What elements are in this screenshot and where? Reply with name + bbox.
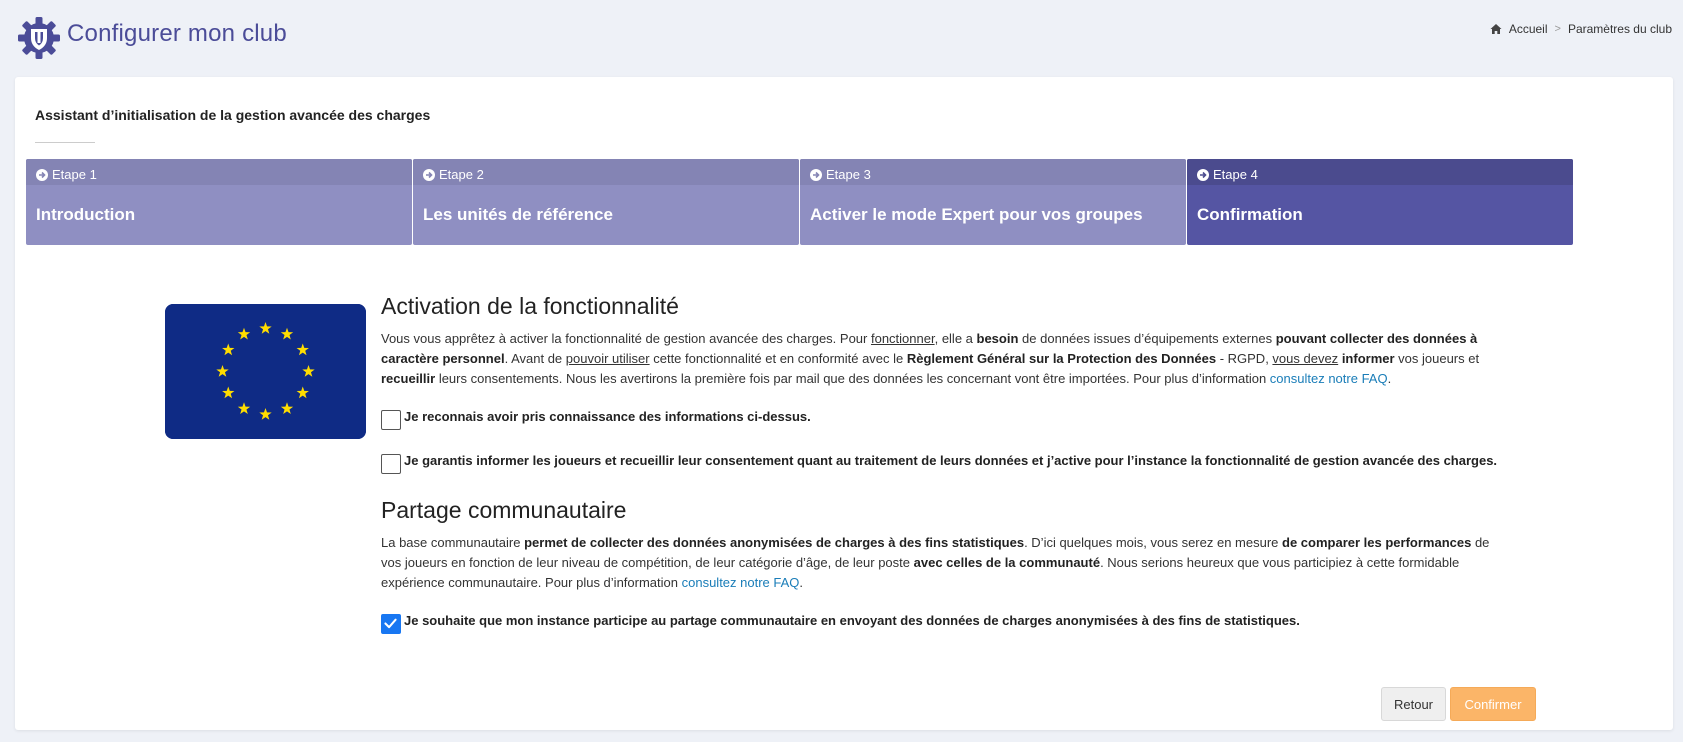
step-2[interactable]: [413, 159, 799, 245]
breadcrumb-current: Paramètres du club: [1567, 22, 1672, 36]
step-1[interactable]: [26, 159, 412, 245]
top-bar: [0, 0, 1683, 78]
guarantee-label[interactable]: Je garantis informer les joueurs et recueillir leur consentement quant au traitement de leurs données et j’active pour l’instance la fonctionnalité de gestion avancée des charges.: [404, 453, 1498, 468]
gear-shield-icon: [17, 16, 61, 60]
checkmark-icon: [382, 615, 399, 632]
breadcrumb: [1490, 22, 1672, 36]
breadcrumb-separator: >: [1554, 23, 1561, 35]
sharing-section: [381, 497, 1531, 593]
step-4-name: Confirmation: [1197, 205, 1303, 224]
acknowledge-label[interactable]: Je reconnais avoir pris connaissance des informations ci-dessus.: [404, 409, 811, 424]
arrow-circle-right-icon: [423, 169, 435, 181]
step-4-label: Etape 4: [1213, 167, 1258, 182]
confirm-button[interactable]: Confirmer: [1450, 687, 1536, 721]
guarantee-checkbox[interactable]: [381, 454, 401, 474]
acknowledge-checkbox-row[interactable]: [381, 409, 811, 430]
arrow-circle-right-icon: [36, 169, 48, 181]
page-title: Configurer mon club: [67, 20, 287, 47]
step-2-name: Les unités de référence: [423, 205, 613, 224]
step-1-name: Introduction: [36, 205, 136, 224]
wizard-title: Assistant d’initialisation de la gestion avancée des charges: [35, 107, 431, 123]
arrow-circle-right-icon: [810, 169, 822, 181]
guarantee-checkbox-row[interactable]: [381, 453, 1497, 474]
faq-link[interactable]: consultez notre FAQ: [681, 575, 800, 590]
share-checkbox-row[interactable]: [381, 613, 1300, 634]
acknowledge-checkbox[interactable]: [381, 410, 401, 430]
eu-flag-icon: [165, 304, 366, 439]
step-3[interactable]: [800, 159, 1186, 245]
share-label[interactable]: Je souhaite que mon instance participe au partage communautaire en envoyant des données de charges anonymisées à des fins de statistiques.: [404, 613, 1300, 628]
activation-description: Vous vous apprêtez à activer la fonctionnalité de gestion avancée des charges. Pour fonctionner, elle a besoin de données issues d’équipements externes pouvant collecter des données à caractère personnel. Avant de pouvoir utiliser cette fonctionnalité et en conformité avec le Règlement Général sur la Protection des Données - RGPD, vous devez informer vos joueurs et recueillir leurs consentements. Nous les avertirons la première fois par mail que des données les concernant vont être importées. Pour plus d’information consultez notre FAQ.: [381, 331, 1480, 386]
faq-link[interactable]: consultez notre FAQ: [1269, 371, 1388, 386]
step-4[interactable]: [1187, 159, 1573, 245]
arrow-circle-right-icon: [1197, 169, 1209, 181]
sharing-description: La base communautaire permet de collecter des données anonymisées de charges à des fins statistiques. D’ici quelques mois, vous serez en mesure de comparer les performances de vos joueurs en fonction de leur niveau de compétition, de leur catégorie d’âge, de leur poste avec celles de la communauté. Nous serions heureux que vous participiez à cette formidable expérience communautaire. Pour plus d’information consultez notre FAQ.: [381, 535, 1490, 590]
step-3-label: Etape 3: [826, 167, 871, 182]
step-2-label: Etape 2: [439, 167, 484, 182]
activation-title: Activation de la fonctionnalité: [381, 293, 679, 319]
step-3-name: Activer le mode Expert pour vos groupes: [810, 205, 1143, 224]
back-button[interactable]: Retour: [1381, 687, 1446, 721]
step-1-label: Etape 1: [52, 167, 97, 182]
activation-section: [381, 293, 1531, 389]
breadcrumb-home-link[interactable]: Accueil: [1508, 22, 1548, 36]
share-checkbox[interactable]: [381, 614, 401, 634]
sharing-title: Partage communautaire: [381, 497, 627, 523]
home-icon: [1490, 23, 1502, 35]
title-divider: [35, 142, 95, 143]
